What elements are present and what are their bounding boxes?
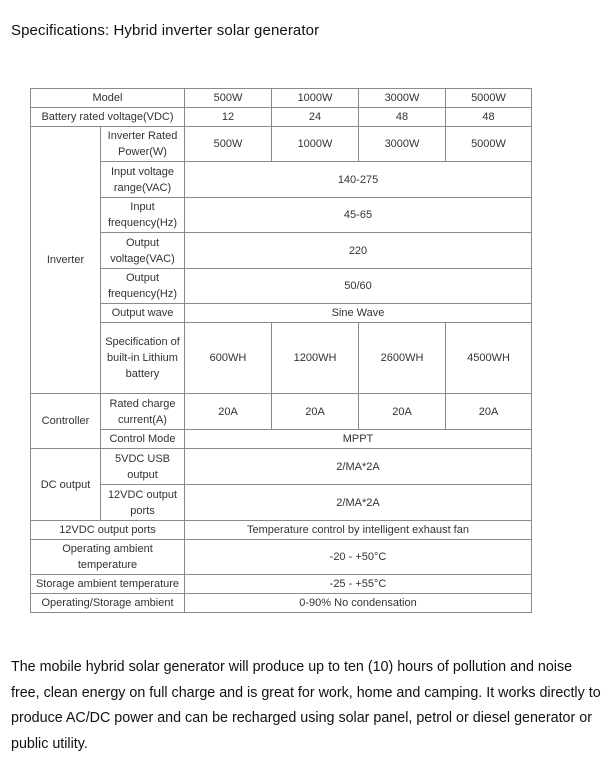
value-cell: 20A (185, 394, 272, 430)
value-cell: 48 (359, 108, 446, 127)
value-cell: 4500WH (446, 323, 532, 394)
row-label: Output wave (101, 304, 185, 323)
value-cell: 1200WH (272, 323, 359, 394)
value-cell: 45-65 (185, 198, 532, 233)
row-label: 5VDC USB output (101, 449, 185, 485)
table-row (31, 575, 532, 594)
value-cell: 24 (272, 108, 359, 127)
model-cell: 3000W (359, 89, 446, 108)
table-row (31, 127, 532, 162)
value-cell: 20A (446, 394, 532, 430)
row-label: Operating ambient temperature (31, 540, 185, 575)
value-cell: 3000W (359, 127, 446, 162)
table-row (31, 521, 532, 540)
value-cell: 12 (185, 108, 272, 127)
value-cell: Sine Wave (185, 304, 532, 323)
table-row (31, 430, 532, 449)
value-cell: 500W (185, 127, 272, 162)
row-label: 12VDC output ports (101, 485, 185, 521)
row-label: Inverter Rated Power(W) (101, 127, 185, 162)
row-label: Input voltage range(VAC) (101, 162, 185, 198)
table-row (31, 89, 532, 108)
table-row (31, 449, 532, 485)
group-label: DC output (31, 449, 101, 521)
value-cell: 220 (185, 233, 532, 269)
value-cell: 1000W (272, 127, 359, 162)
table-row (31, 540, 532, 575)
table-row (31, 485, 532, 521)
row-label: Input frequency(Hz) (101, 198, 185, 233)
row-label: Control Mode (101, 430, 185, 449)
table-row (31, 269, 532, 304)
value-cell: 50/60 (185, 269, 532, 304)
description-paragraph: The mobile hybrid solar generator will produce up to ten (10) hours of pollution and noise free, clean energy on full charge and is great for work, home and camping. It works directly to produce AC/DC power and can be recharged using solar panel, petrol or diesel generator or public utility. (11, 659, 601, 752)
table-row (31, 594, 532, 613)
row-label: Output frequency(Hz) (101, 269, 185, 304)
value-cell: 48 (446, 108, 532, 127)
row-label: Specification of built-in Lithium battery (101, 323, 185, 394)
table-row (31, 233, 532, 269)
value-cell: -20 - +50°C (185, 540, 532, 575)
value-cell: 20A (359, 394, 446, 430)
row-label: Model (31, 89, 185, 108)
table-row (31, 162, 532, 198)
model-cell: 5000W (446, 89, 532, 108)
value-cell: 600WH (185, 323, 272, 394)
row-label: Rated charge current(A) (101, 394, 185, 430)
group-label: Controller (31, 394, 101, 449)
value-cell: 0-90% No condensation (185, 594, 532, 613)
value-cell: 2600WH (359, 323, 446, 394)
row-label: 12VDC output ports (31, 521, 185, 540)
table-row (31, 198, 532, 233)
value-cell: 2/MA*2A (185, 485, 532, 521)
value-cell: -25 - +55°C (185, 575, 532, 594)
row-label: Battery rated voltage(VDC) (31, 108, 185, 127)
table-row (31, 304, 532, 323)
row-label: Output voltage(VAC) (101, 233, 185, 269)
value-cell: 5000W (446, 127, 532, 162)
value-cell: 20A (272, 394, 359, 430)
row-label: Storage ambient temperature (31, 575, 185, 594)
spec-table (30, 88, 532, 613)
table-row (31, 323, 532, 394)
value-cell: Temperature control by intelligent exhaust fan (185, 521, 532, 540)
model-cell: 500W (185, 89, 272, 108)
value-cell: MPPT (185, 430, 532, 449)
value-cell: 2/MA*2A (185, 449, 532, 485)
document-title: Specifications: Hybrid inverter solar generator (11, 22, 320, 39)
model-cell: 1000W (272, 89, 359, 108)
value-cell: 140-275 (185, 162, 532, 198)
row-label: Operating/Storage ambient (31, 594, 185, 613)
table-row (31, 108, 532, 127)
group-label: Inverter (31, 127, 101, 394)
table-row (31, 394, 532, 430)
